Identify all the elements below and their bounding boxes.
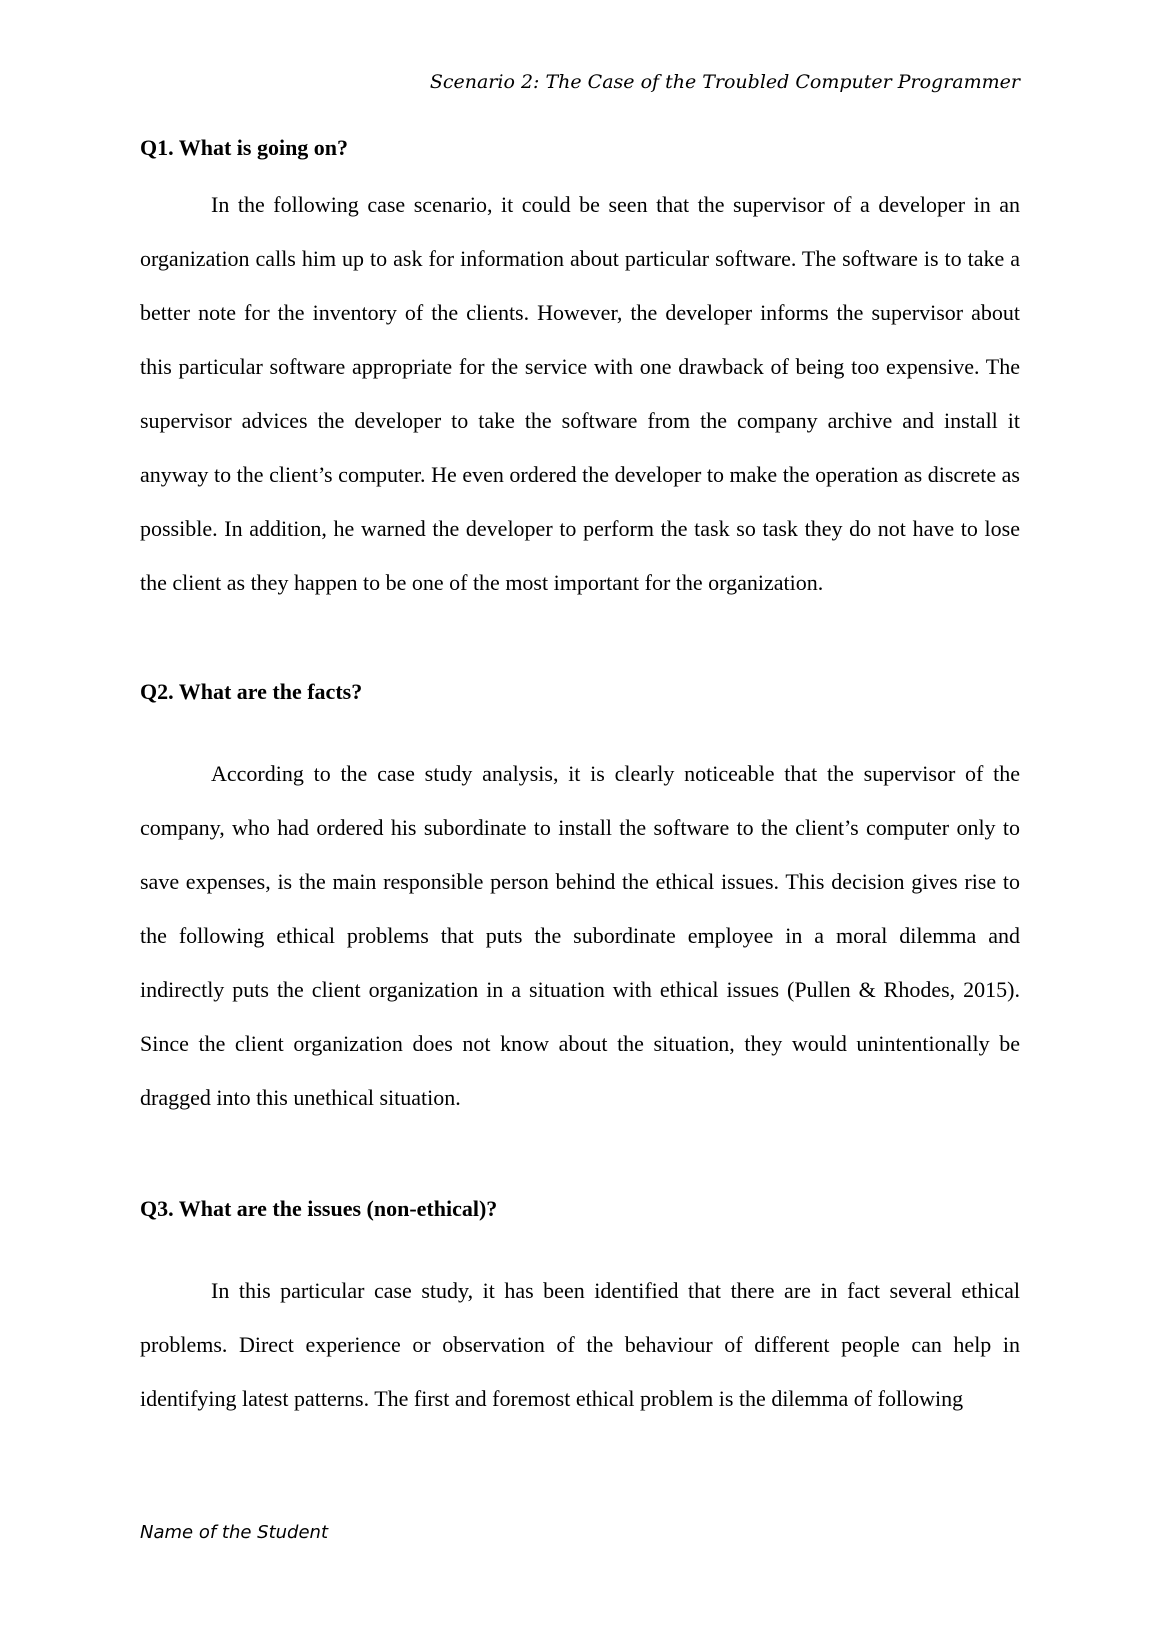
section-q3-body: [140, 1264, 1020, 1426]
footer-author: Name of the Student: [140, 1522, 329, 1543]
section-q2-body: [140, 747, 1020, 1125]
section-q3: [140, 1195, 1020, 1223]
running-header: Scenario 2: The Case of the Troubled Computer Programmer: [429, 71, 1020, 93]
section-paragraph-q3: In this particular case study, it has been identified that there are in fact several ethical problems. Direct experience or observation of the behaviour of different people can help in identifying latest patterns. The first and foremost ethical problem is the dilemma of following: [140, 1278, 1020, 1411]
section-q1-body: [140, 178, 1020, 610]
section-paragraph-q1: In the following case scenario, it could be seen that the supervisor of a developer in an organization calls him up to ask for information about particular software. The software is to take a better note for the inventory of the clients. However, the developer informs the supervisor about this particular software appropriate for the service with one drawback of being too expensive. The supervisor advices the developer to take the software from the company archive and install it anyway to the client’s computer. He even ordered the developer to make the operation as discrete as possible. In addition, he warned the developer to perform the task so task they do not have to lose the client as they happen to be one of the most important for the organization.: [140, 192, 1020, 595]
section-q2: [140, 678, 1020, 706]
section-q1: [140, 134, 1020, 162]
section-heading-q3: Q3. What are the issues (non-ethical)?: [140, 1196, 498, 1221]
section-paragraph-q2: According to the case study analysis, it is clearly noticeable that the supervisor of the company, who had ordered his subordinate to install the software to the client’s computer only to save expenses, is the main responsible person behind the ethical issues. This decision gives rise to the following ethical problems that puts the subordinate employee in a moral dilemma and indirectly puts the client organization in a situation with ethical issues (Pullen & Rhodes, 2015). Since the client organization does not know about the situation, they would unintentionally be dragged into this unethical situation.: [140, 761, 1020, 1110]
section-heading-q2: Q2. What are the facts?: [140, 679, 363, 704]
section-heading-q1: Q1. What is going on?: [140, 135, 349, 160]
